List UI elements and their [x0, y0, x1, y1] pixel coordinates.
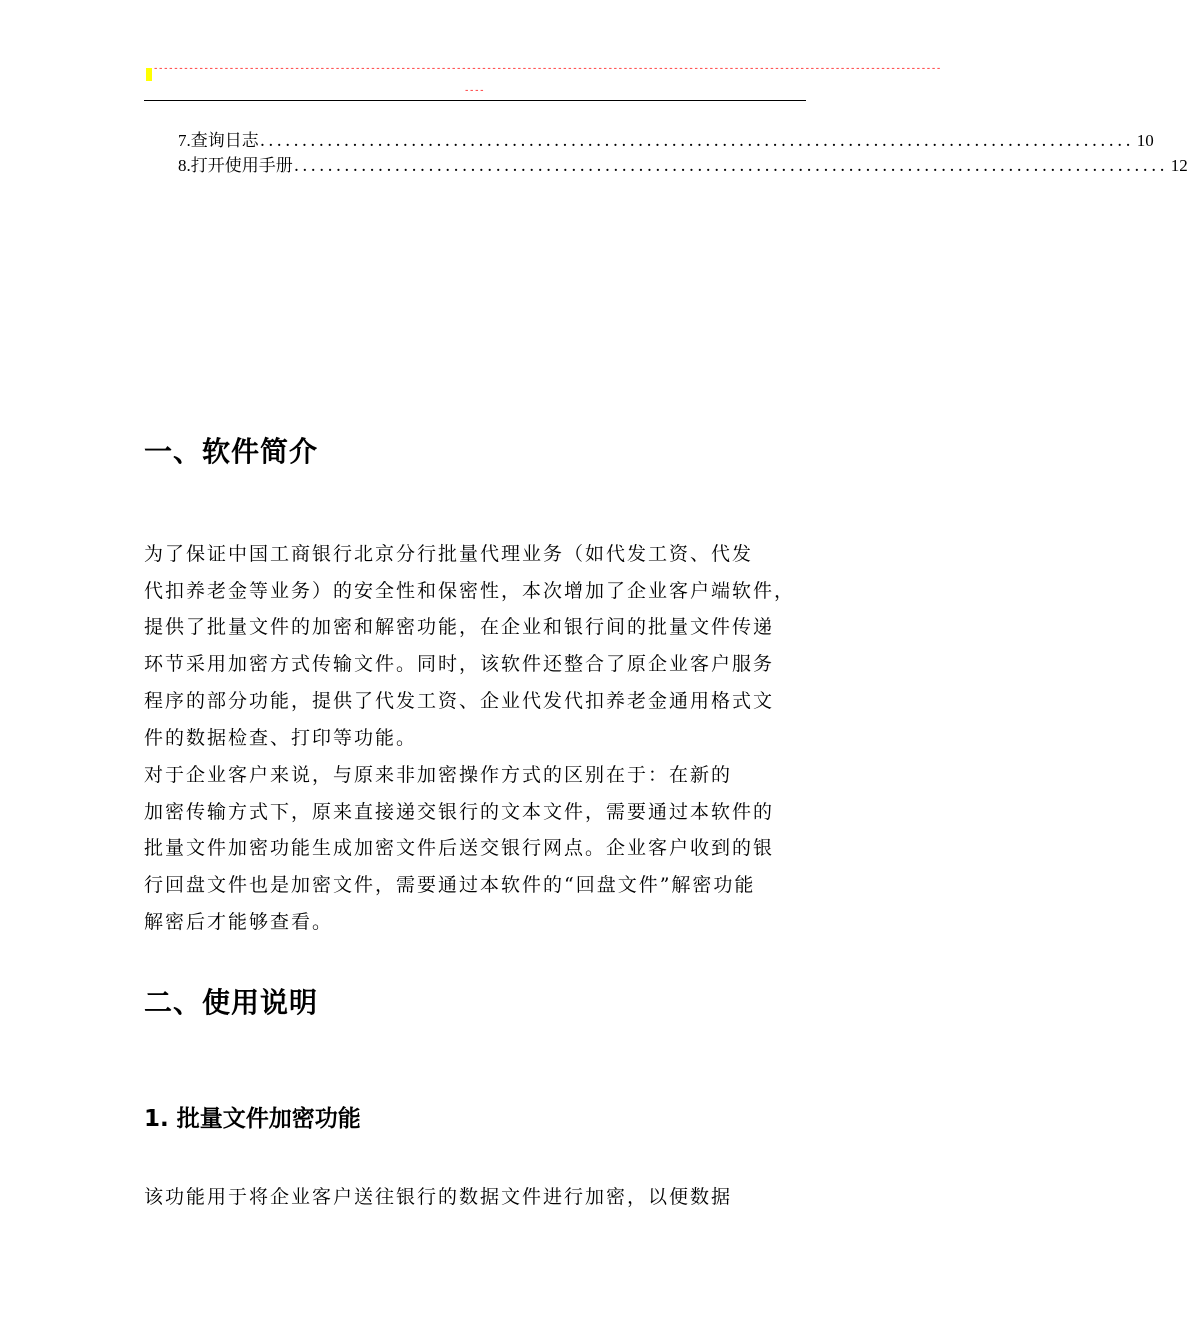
toc-title: 打开使用手册: [190, 156, 293, 176]
header-dash-line-continuation: ----: [464, 86, 485, 96]
toc-title: 查询日志: [190, 131, 259, 151]
paragraph-line: 该功能用于将企业客户送往银行的数据文件进行加密，以便数据: [144, 1186, 733, 1208]
paragraph-line: 提供了批量文件的加密和解密功能，在企业和银行间的批量文件传递: [144, 616, 775, 639]
header-highlight-marker: [146, 68, 152, 81]
toc-page-number: 12: [1170, 156, 1188, 175]
paragraph-line: 对于企业客户来说，与原来非加密操作方式的区别在于：在新的: [144, 764, 733, 786]
intro-paragraph-1: [144, 536, 808, 756]
header-rule: [144, 100, 806, 101]
paragraph-line: 解密后才能够查看。: [144, 910, 334, 933]
table-of-contents: [178, 126, 1188, 176]
intro-paragraph-2: [144, 757, 808, 941]
paragraph-line: 程序的部分功能，提供了代发工资、企业代发代扣养老金通用格式文: [144, 689, 775, 712]
header-dash-line: ------------------------------------------------------------------------------------------------------------------------------------------------------------: [153, 64, 941, 74]
toc-number: 8.: [178, 156, 191, 175]
paragraph-line: 加密传输方式下，原来直接递交银行的文本文件，需要通过本软件的: [144, 800, 775, 823]
toc-page-number: 10: [1136, 131, 1154, 150]
subsection-heading-batch-encrypt: 1. 批量文件加密功能: [144, 1106, 361, 1132]
toc-leader-dots: ........................................................................................................: [293, 156, 1168, 176]
toc-entry-7[interactable]: [178, 126, 1154, 151]
paragraph-line: 批量文件加密功能生成加密文件后送交银行网点。企业客户收到的银: [144, 837, 775, 860]
paragraph-line: 行回盘文件也是加密文件，需要通过本软件的“回盘文件”解密功能: [144, 874, 756, 897]
toc-leader-dots: ........................................................................................................: [259, 131, 1134, 151]
toc-number: 7.: [178, 131, 191, 150]
paragraph-line: 为了保证中国工商银行北京分行批量代理业务（如代发工资、代发: [144, 543, 754, 565]
section-heading-usage: 二、使用说明: [144, 986, 319, 1019]
paragraph-line: 环节采用加密方式传输文件。同时，该软件还整合了原企业客户服务: [144, 653, 775, 676]
section-heading-software-intro: 一、软件简介: [144, 435, 319, 468]
toc-entry-8[interactable]: [178, 151, 1188, 176]
batch-encrypt-paragraph: [144, 1179, 808, 1216]
paragraph-line: 代扣养老金等业务）的安全性和保密性，本次增加了企业客户端软件，: [144, 579, 796, 602]
paragraph-line: 件的数据检查、打印等功能。: [144, 726, 418, 749]
